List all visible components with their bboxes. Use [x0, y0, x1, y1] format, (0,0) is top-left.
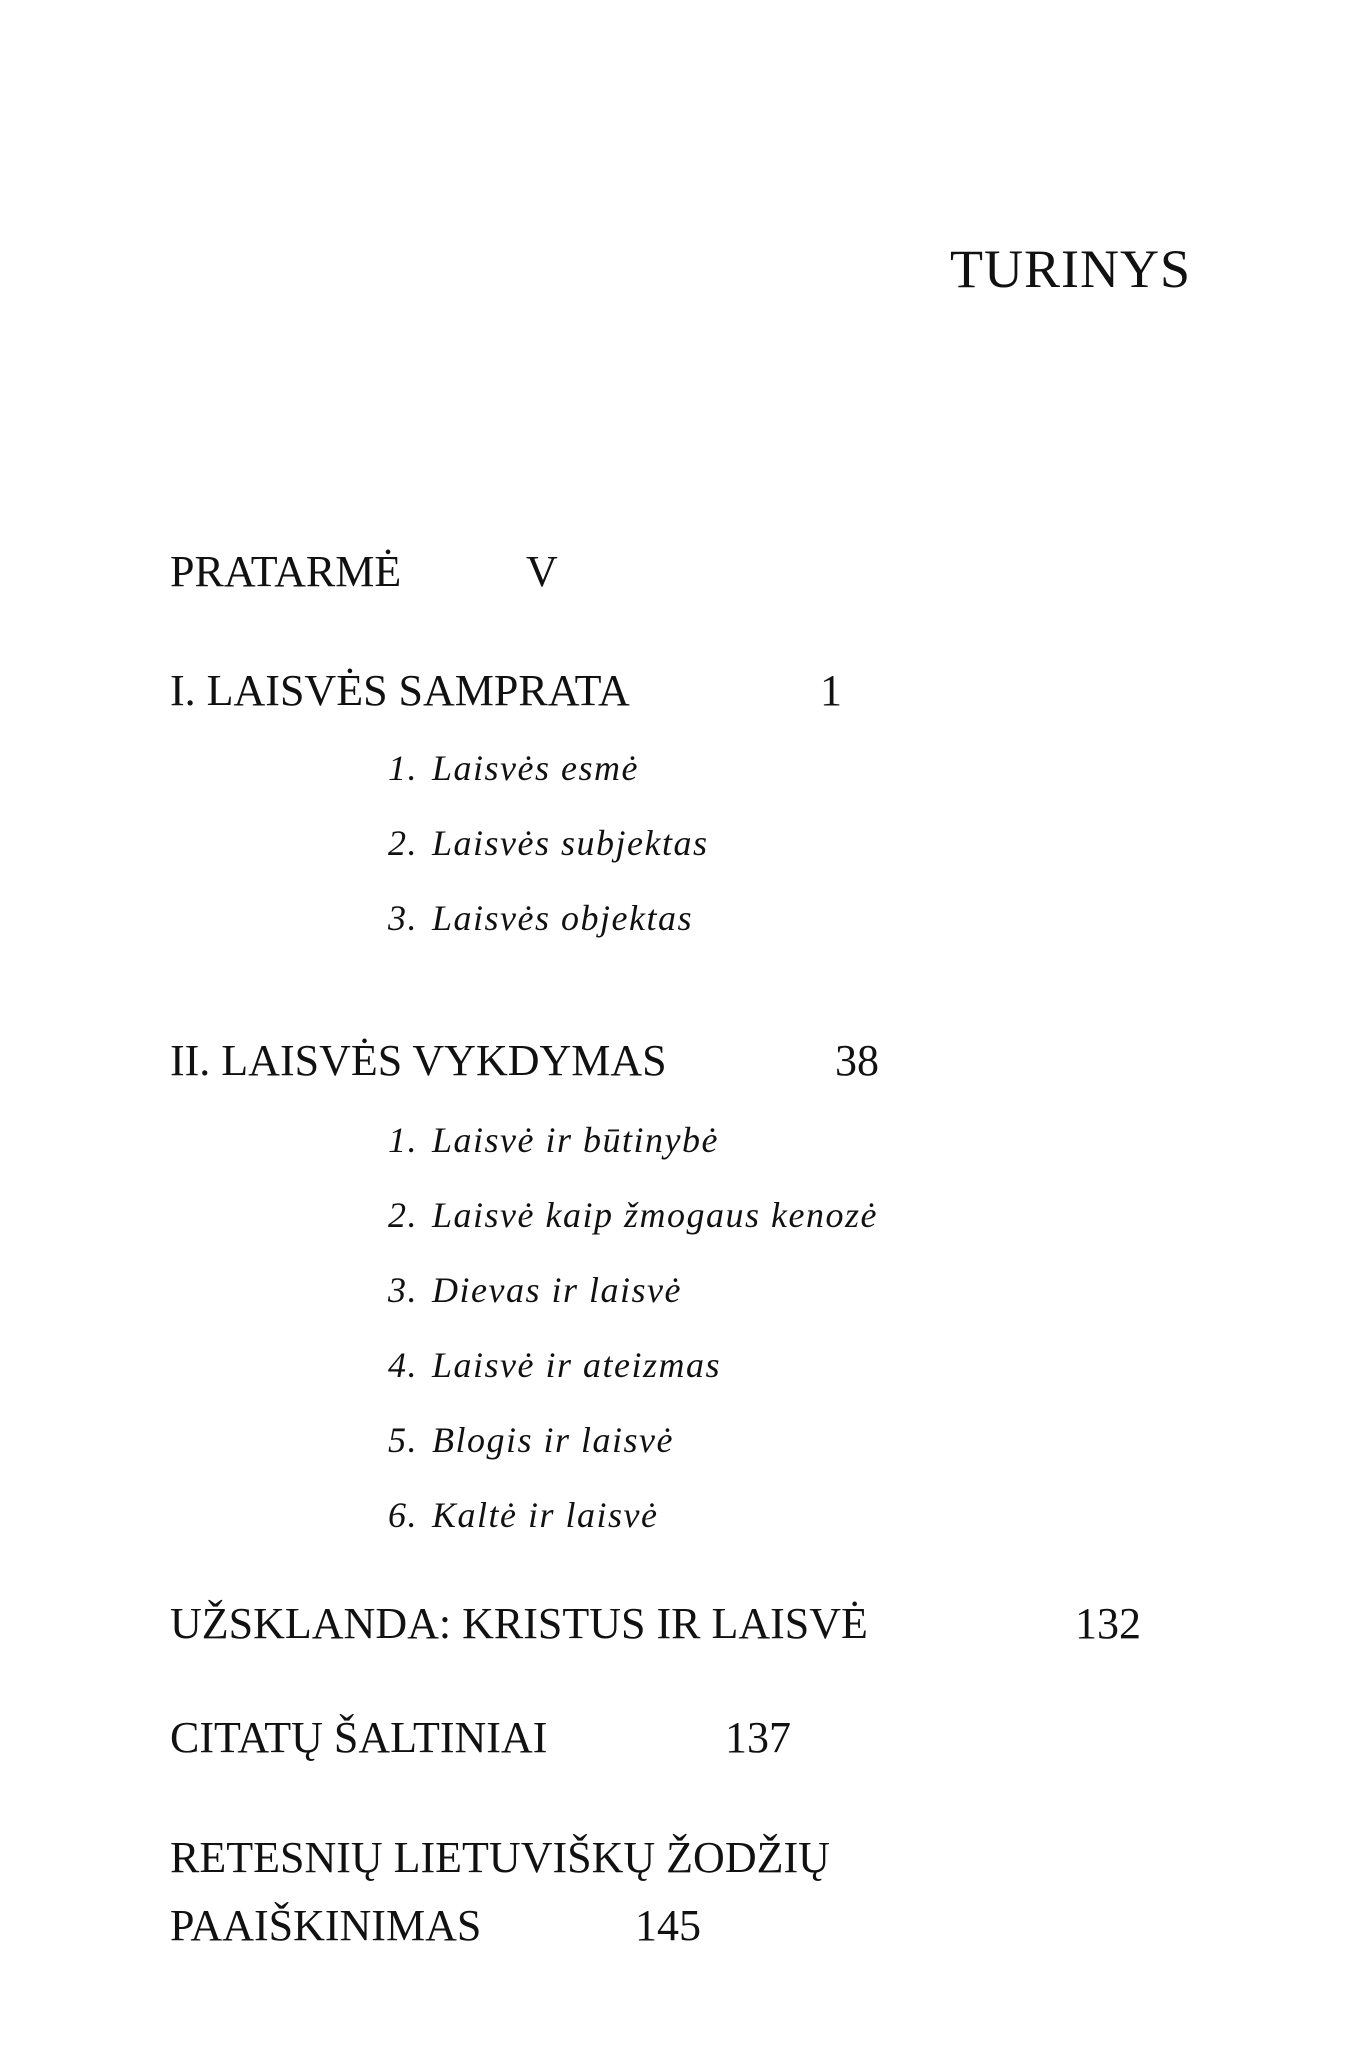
- toc-section-2-1[interactable]: [388, 1119, 719, 1161]
- toc-entry-label: RETESNIŲ LIETUVIŠKŲ ŽODŽIŲ: [170, 1833, 830, 1882]
- toc-page-number: 132: [1075, 1599, 1141, 1648]
- toc-page-number: 38: [835, 1036, 879, 1085]
- section-label: Laisvės objektas: [432, 898, 693, 938]
- section-number: 6.: [388, 1495, 418, 1535]
- section-number: 4.: [388, 1345, 418, 1385]
- toc-section-2-2[interactable]: [388, 1194, 878, 1236]
- toc-entry-label: CITATŲ ŠALTINIAI: [170, 1713, 548, 1762]
- section-number: 3.: [388, 1270, 418, 1310]
- section-label: Laisvė ir ateizmas: [432, 1345, 722, 1385]
- toc-entry-label: I. LAISVĖS SAMPRATA: [170, 666, 630, 715]
- toc-section-1-2[interactable]: [388, 822, 708, 864]
- toc-page-number: 137: [725, 1713, 791, 1762]
- page-title: TURINYS: [950, 239, 1192, 299]
- section-number: 3.: [388, 898, 418, 938]
- section-label: Kaltė ir laisvė: [432, 1495, 659, 1535]
- toc-entry-pratarme[interactable]: [170, 546, 558, 597]
- toc-entry-label: PRATARMĖ: [170, 547, 402, 596]
- section-number: 2.: [388, 823, 418, 863]
- section-label: Blogis ir laisvė: [432, 1420, 674, 1460]
- toc-entry-paaiskinimas-line2[interactable]: [170, 1900, 701, 1951]
- toc-entry-chapter-1[interactable]: [170, 665, 842, 716]
- section-number: 5.: [388, 1420, 418, 1460]
- toc-entry-paaiskinimas-line1[interactable]: [170, 1832, 830, 1883]
- toc-entry-chapter-2[interactable]: [170, 1035, 879, 1086]
- section-number: 2.: [388, 1195, 418, 1235]
- section-label: Dievas ir laisvė: [432, 1270, 682, 1310]
- toc-entry-uzsklanda[interactable]: [170, 1598, 1141, 1649]
- section-label: Laisvės esmė: [432, 748, 639, 788]
- section-label: Laisvė ir būtinybė: [432, 1120, 719, 1160]
- toc-section-1-3[interactable]: [388, 897, 693, 939]
- section-number: 1.: [388, 1120, 418, 1160]
- toc-page-number: 145: [635, 1901, 701, 1950]
- toc-section-2-4[interactable]: [388, 1344, 721, 1386]
- toc-section-1-1[interactable]: [388, 747, 639, 789]
- section-number: 1.: [388, 748, 418, 788]
- toc-section-2-5[interactable]: [388, 1419, 674, 1461]
- toc-section-2-3[interactable]: [388, 1269, 682, 1311]
- toc-entry-label: II. LAISVĖS VYKDYMAS: [170, 1036, 667, 1085]
- toc-entry-label: PAAIŠKINIMAS: [170, 1901, 482, 1950]
- toc-entry-label: UŽSKLANDA: KRISTUS IR LAISVĖ: [170, 1599, 868, 1648]
- section-label: Laisvės subjektas: [432, 823, 709, 863]
- toc-entry-saltiniai[interactable]: [170, 1712, 791, 1763]
- toc-section-2-6[interactable]: [388, 1494, 658, 1536]
- toc-page-number: 1: [820, 666, 842, 715]
- section-label: Laisvė kaip žmogaus kenozė: [432, 1195, 878, 1235]
- toc-page-number: V: [526, 547, 558, 596]
